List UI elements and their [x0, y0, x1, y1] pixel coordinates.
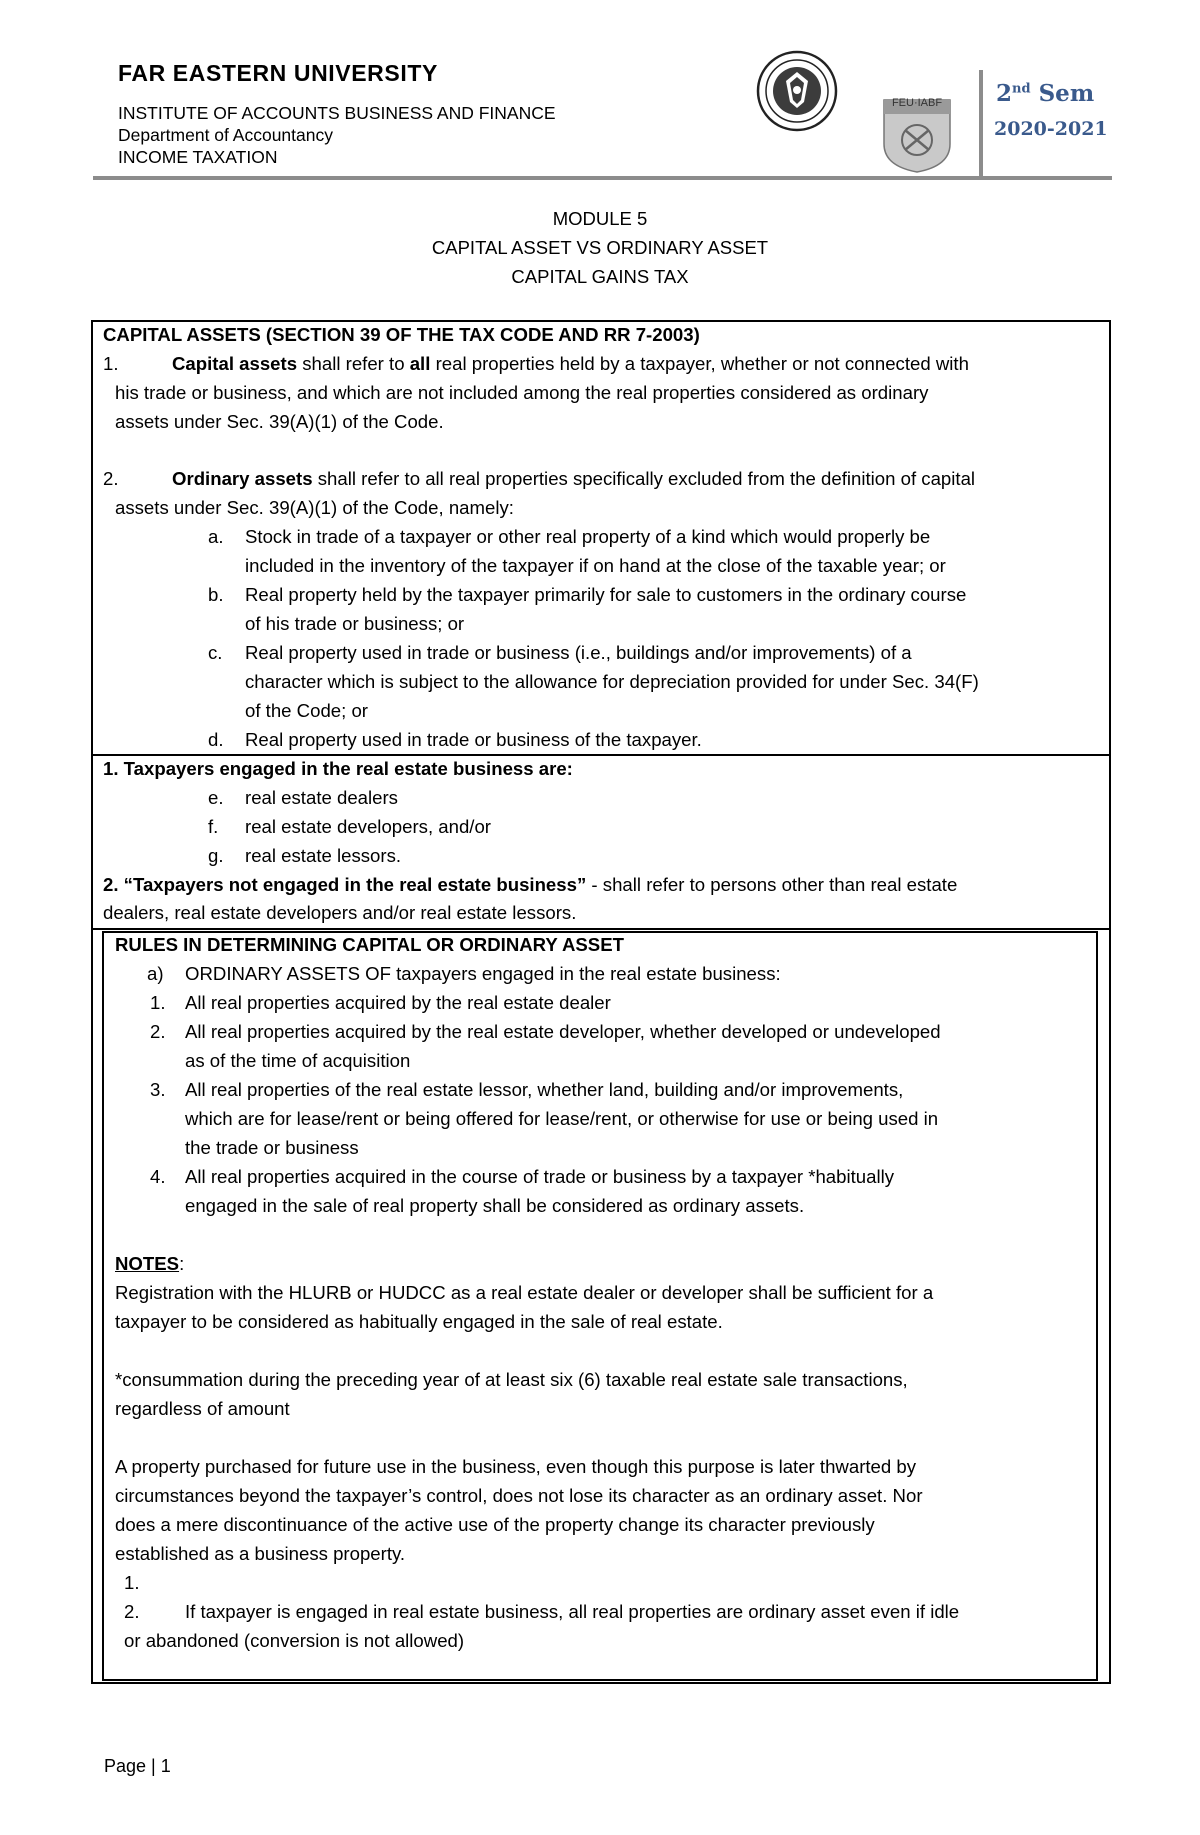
item1-line1: Capital assets shall refer to all real properties held by a taxpayer, whether or not connected with: [172, 353, 969, 374]
sub-c-line1: Real property used in trade or business (i.e., buildings and/or improvements) of a: [245, 642, 912, 663]
list-item-2-line1: If taxpayer is engaged in real estate business, all real properties are ordinary asset even if idle: [185, 1601, 960, 1622]
rule-2-number: 2.: [150, 1021, 166, 1042]
sub-c-letter: c.: [208, 642, 223, 663]
sub-c-line3: of the Code; or: [245, 700, 369, 721]
item2-number: 2.: [103, 468, 119, 489]
list-item-1-number: 1.: [124, 1572, 140, 1593]
note3-line1: A property purchased for future use in the business, even though this purpose is later thwarted by: [115, 1456, 917, 1477]
capital-assets-heading: CAPITAL ASSETS (SECTION 39 OF THE TAX CODE AND RR 7-2003): [103, 324, 700, 345]
school-year: 2020-2021: [994, 118, 1108, 140]
note1-line1: Registration with the HLURB or HUDCC as a real estate dealer or developer shall be sufficient for a: [115, 1282, 934, 1303]
item1-line2: his trade or business, and which are not included among the real properties considered as ordinary: [115, 382, 929, 403]
item-f-letter: f.: [208, 816, 219, 837]
semester-label: 2nd Sem: [996, 80, 1095, 107]
module-subtitle: CAPITAL GAINS TAX: [511, 266, 689, 287]
item2-line2: assets under Sec. 39(A)(1) of the Code, namely:: [115, 497, 514, 518]
notes-label: NOTES:: [115, 1253, 185, 1274]
sub-a-letter: a.: [208, 526, 224, 547]
item1-line3: assets under Sec. 39(A)(1) of the Code.: [115, 411, 444, 432]
header-rule: [93, 176, 1112, 180]
feu-iabf-logo-text: FEU·IABF: [891, 97, 943, 109]
page-number: Page | 1: [104, 1756, 171, 1776]
university-seal-icon: [756, 50, 838, 132]
item-g-letter: g.: [208, 845, 224, 866]
sub-b-line1: Real property held by the taxpayer primarily for sale to customers in the ordinary course: [245, 584, 967, 605]
sub-a-line1: Stock in trade of a taxpayer or other real property of a kind which would properly be: [245, 526, 931, 547]
list-item-2-line2: or abandoned (conversion is not allowed): [124, 1630, 465, 1651]
rule-2-line1: All real properties acquired by the real estate developer, whether developed or undeveloped: [185, 1021, 941, 1042]
note3-line4: established as a business property.: [115, 1543, 406, 1564]
item-g-text: real estate lessors.: [245, 845, 402, 866]
rule-3-line3: the trade or business: [185, 1137, 359, 1158]
header-divider-vertical: [979, 70, 983, 178]
taxpayers-not-engaged-line1: 2. “Taxpayers not engaged in the real estate business” - shall refer to persons other than real estate: [103, 874, 958, 895]
note2-line2: regardless of amount: [115, 1398, 290, 1419]
institute-name: INSTITUTE OF ACCOUNTS BUSINESS AND FINANCE: [118, 103, 556, 123]
sub-a-line2: included in the inventory of the taxpayer if on hand at the close of the taxable year; or: [245, 555, 946, 576]
course-name: INCOME TAXATION: [118, 147, 278, 167]
item-f-text: real estate developers, and/or: [245, 816, 492, 837]
module-number: MODULE 5: [552, 208, 648, 229]
taxpayers-engaged-heading: 1. Taxpayers engaged in the real estate business are:: [103, 758, 573, 779]
sub-d-letter: d.: [208, 729, 224, 750]
list-item-2-number: 2.: [124, 1601, 140, 1622]
rule-4-line2: engaged in the sale of real property shall be considered as ordinary assets.: [185, 1195, 805, 1216]
item1-number: 1.: [103, 353, 119, 374]
sub-b-line2: of his trade or business; or: [245, 613, 465, 634]
university-name: FAR EASTERN UNIVERSITY: [118, 60, 438, 86]
rule-3-line2: which are for lease/rent or being offered for lease/rent, or otherwise for use or being used in: [185, 1108, 939, 1129]
rule-a-text: ORDINARY ASSETS OF taxpayers engaged in the real estate business:: [185, 963, 781, 984]
rule-3-number: 3.: [150, 1079, 166, 1100]
module-title: CAPITAL ASSET VS ORDINARY ASSET: [431, 237, 769, 258]
department-name: Department of Accountancy: [118, 125, 333, 145]
sub-b-letter: b.: [208, 584, 224, 605]
sub-d-line1: Real property used in trade or business of the taxpayer.: [245, 729, 702, 750]
rule-1-line1: All real properties acquired by the real estate dealer: [185, 992, 611, 1013]
rule-4-number: 4.: [150, 1166, 166, 1187]
rule-4-line1: All real properties acquired in the course of trade or business by a taxpayer *habitually: [185, 1166, 895, 1187]
note1-line2: taxpayer to be considered as habitually engaged in the sale of real estate.: [115, 1311, 723, 1332]
rule-a-label: a): [147, 963, 164, 984]
rule-3-line1: All real properties of the real estate lessor, whether land, building and/or improvements,: [185, 1079, 904, 1100]
item-e-text: real estate dealers: [245, 787, 398, 808]
rules-box-inner: [102, 931, 1098, 1681]
note2-line1: *consummation during the preceding year of at least six (6) taxable real estate sale transactions,: [115, 1369, 908, 1390]
sub-c-line2: character which is subject to the allowance for depreciation provided for under Sec. 34(F): [245, 671, 979, 692]
rules-heading: RULES IN DETERMINING CAPITAL OR ORDINARY ASSET: [115, 934, 624, 955]
rule-1-number: 1.: [150, 992, 166, 1013]
note3-line2: circumstances beyond the taxpayer’s control, does not lose its character as an ordinary asset. Nor: [115, 1485, 923, 1506]
note3-line3: does a mere discontinuance of the active use of the property change its character previously: [115, 1514, 875, 1535]
taxpayers-not-engaged-line2: dealers, real estate developers and/or real estate lessors.: [103, 902, 577, 923]
rule-2-line2: as of the time of acquisition: [185, 1050, 411, 1071]
item-e-letter: e.: [208, 787, 224, 808]
item2-line1: Ordinary assets shall refer to all real properties specifically excluded from the definition of capital: [172, 468, 976, 489]
